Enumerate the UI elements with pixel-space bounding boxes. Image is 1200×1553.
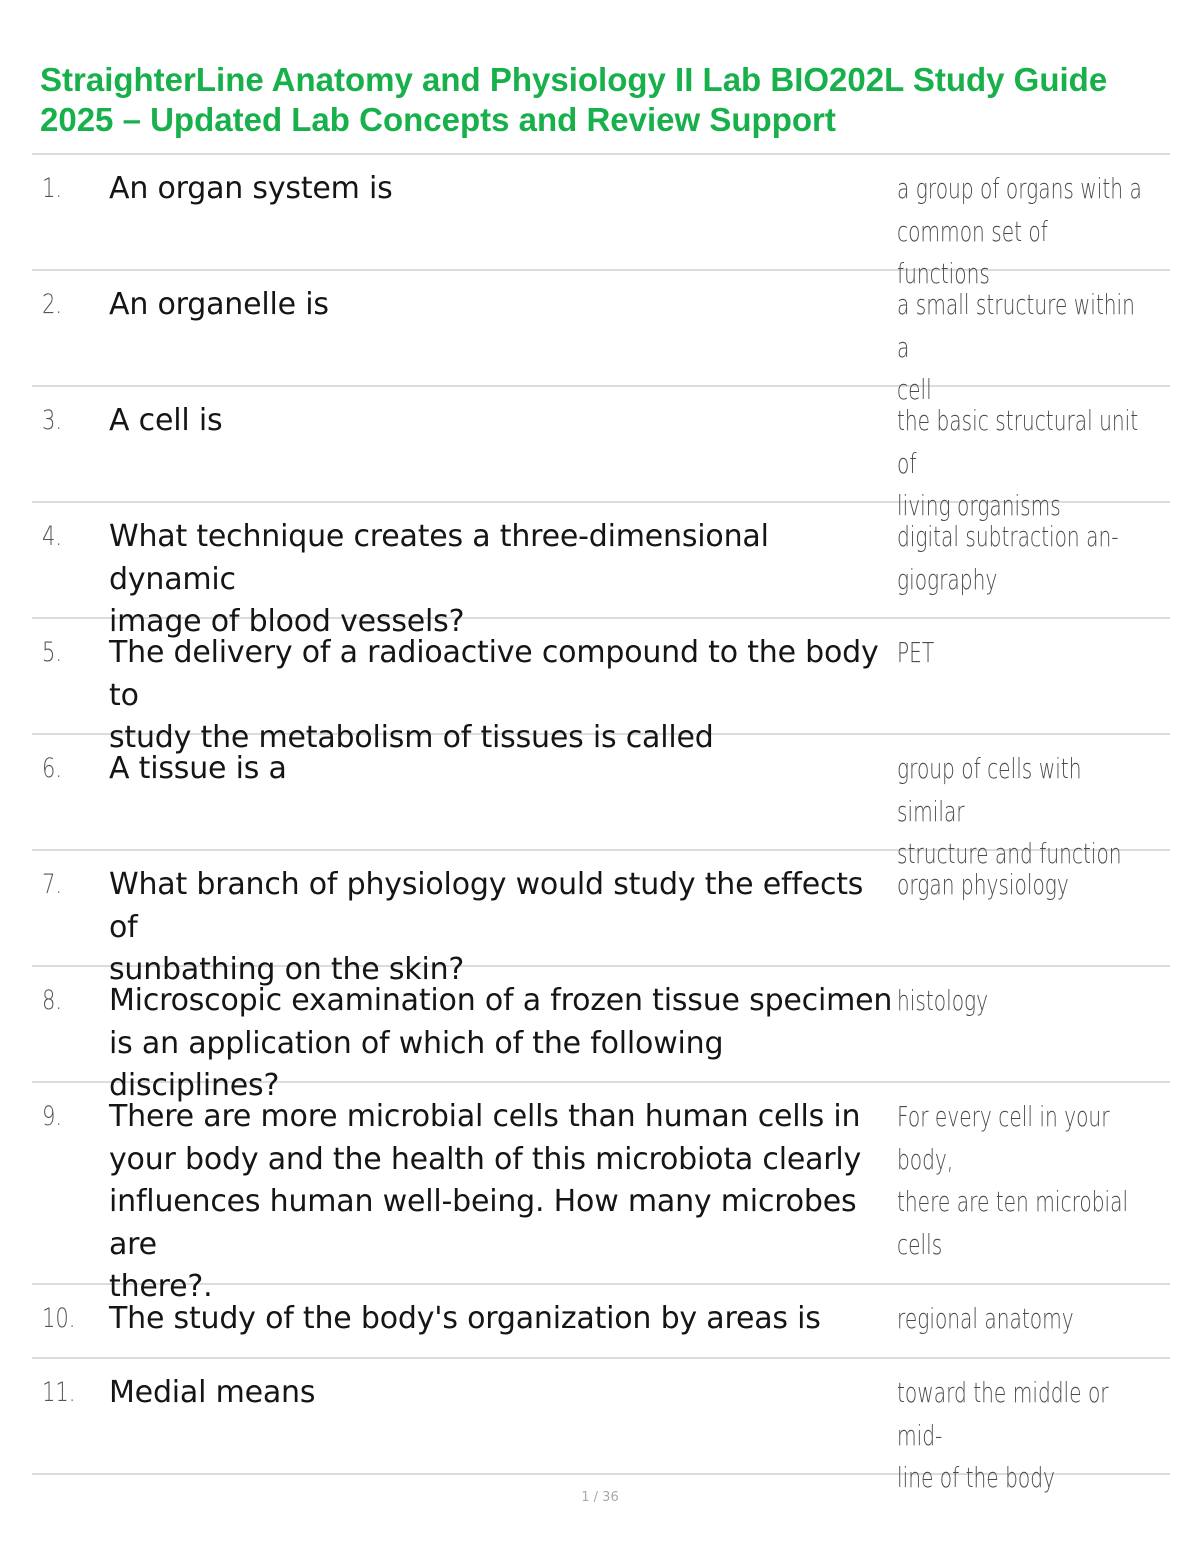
card-question-line: What branch of physiology would study the effects of (109, 867, 864, 945)
card-question: The study of the body's organization by areas is (109, 1301, 821, 1336)
card-question-line: image of blood vessels? (109, 604, 465, 639)
card-question-line: study the metabolism of tissues is called (109, 720, 714, 755)
card-answer (897, 980, 1142, 1023)
card-answer-line: For every cell in your body, (897, 1100, 1110, 1176)
card-number: 6. (42, 753, 63, 784)
flashcard (32, 967, 1170, 1103)
card-answer-line: there are ten microbial (897, 1185, 1129, 1218)
page-number-indicator: 1 / 36 (581, 1490, 619, 1505)
card-answer-line: PET (897, 636, 935, 669)
card-answer-line: organ physiology (897, 868, 1069, 901)
card-question-line: is an application of which of the following disciplines? (109, 1025, 724, 1103)
card-question: An organelle is (109, 287, 329, 322)
flashcard (32, 387, 1170, 522)
card-number: 2. (42, 289, 63, 320)
card-answer (897, 516, 1142, 601)
card-question-line: The delivery of a radioactive compound to the body to (109, 635, 879, 713)
card-question-line: your body and the health of this microbiota clearly (109, 1141, 862, 1177)
card-question-line: There are more microbial cells than human cells in (109, 1099, 861, 1134)
flashcard (32, 619, 1170, 755)
flashcard (32, 735, 1170, 870)
card-question: A cell is (109, 403, 223, 438)
card-answer (897, 1298, 1142, 1341)
card-answer (897, 1096, 1142, 1266)
card-number: 8. (42, 985, 63, 1016)
flashcard (32, 155, 1170, 290)
flashcard (32, 271, 1170, 406)
card-answer-line: a group of organs with a (897, 172, 1142, 205)
flashcard (32, 503, 1170, 639)
card-number: 1. (42, 173, 63, 204)
card-question-line: What technique creates a three-dimensional dynamic (109, 519, 769, 597)
card-answer-line: a small structure within a (897, 288, 1135, 364)
document-title-line-2: 2025 – Updated Lab Concepts and Review Support (40, 101, 836, 138)
card-number: 4. (42, 521, 63, 552)
card-question-line: Microscopic examination of a frozen tissue specimen (109, 983, 893, 1018)
card-question: An organ system is (109, 171, 393, 206)
card-answer-line: the basic structural unit of (897, 404, 1139, 480)
card-answer (897, 1372, 1142, 1500)
card-answer-line: group of cells with similar (897, 752, 1082, 828)
card-answer-line: toward the middle or mid- (897, 1376, 1109, 1452)
card-number: 5. (42, 637, 63, 668)
card-question-line: there?. (109, 1269, 213, 1304)
card-question-line: influences human well-being. How many microbes are (109, 1184, 857, 1262)
card-number: 11. (42, 1377, 76, 1408)
card-number: 10. (42, 1303, 76, 1334)
card-number: 3. (42, 405, 63, 436)
card-number: 7. (42, 869, 63, 900)
card-answer-line: giography (897, 562, 998, 596)
flashcard-list (32, 153, 1170, 1494)
flashcard (32, 851, 1170, 987)
card-answer (897, 632, 1142, 675)
card-answer-line: cell (897, 373, 932, 406)
card-answer-line: histology (897, 984, 989, 1017)
card-question: Medial means (109, 1375, 316, 1410)
card-answer-line: digital subtraction an- (897, 520, 1119, 553)
card-answer-line: line of the body (897, 1461, 1055, 1494)
document-title-line-1: StraighterLine Anatomy and Physiology II Lab BIO202L Study Guide (40, 61, 1108, 98)
document-title (40, 60, 1190, 140)
flashcard (32, 1285, 1170, 1359)
card-answer-line: structure and function (897, 837, 1122, 870)
card-number: 9. (42, 1101, 63, 1132)
card-answer-line: cells (897, 1227, 943, 1261)
card-answer-line: living organisms (897, 489, 1061, 522)
flashcard (32, 1083, 1170, 1304)
card-answer-line: common set of functions (897, 214, 1048, 290)
card-question: A tissue is a (109, 751, 287, 786)
card-answer-line: regional anatomy (897, 1302, 1074, 1335)
card-question (109, 1096, 899, 1309)
card-question-line: sunbathing on the skin? (109, 952, 465, 987)
flashcard (32, 1359, 1170, 1494)
card-answer (897, 864, 1142, 907)
